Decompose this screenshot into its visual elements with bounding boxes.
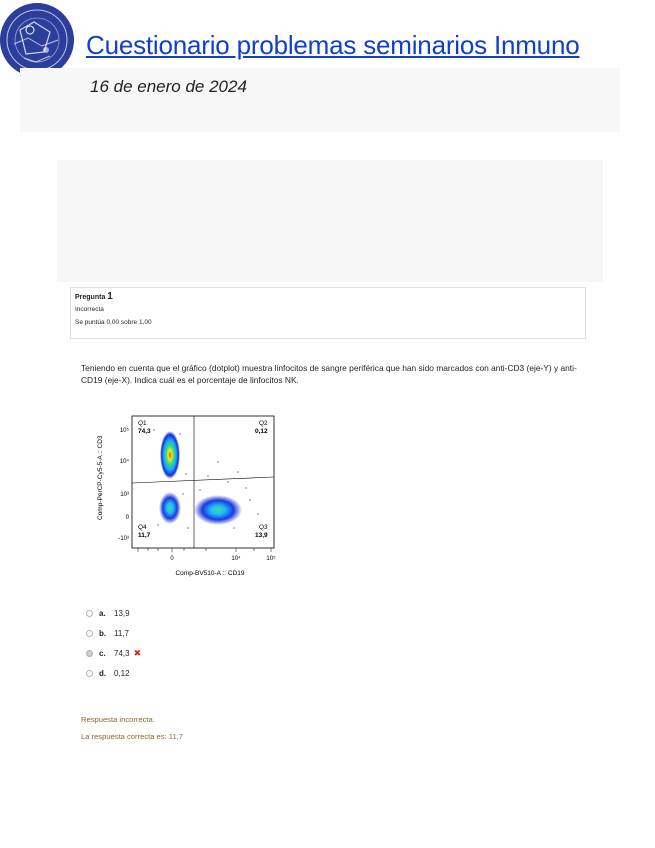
question-state: Incorrecta bbox=[75, 306, 104, 313]
quadrant-q3-value: 13,9 bbox=[255, 532, 268, 539]
question-number-value: 1 bbox=[107, 291, 113, 302]
question-number bbox=[75, 292, 581, 303]
quadrant-q2-name: Q2 bbox=[259, 420, 268, 427]
population-cd3-t-cells bbox=[160, 431, 180, 479]
page-title[interactable]: Cuestionario problemas seminarios Inmuno bbox=[86, 30, 580, 60]
answer-option-a[interactable] bbox=[86, 603, 141, 623]
answer-value: 13,9 bbox=[114, 608, 130, 618]
population-cd19-b-cells bbox=[194, 495, 242, 525]
x-tick-label: 10⁴ bbox=[231, 556, 241, 562]
incorrect-x-icon: ✖ bbox=[133, 647, 142, 658]
dotplot-image bbox=[88, 410, 288, 582]
question-grade: Se puntúa 0,00 sobre 1,00 bbox=[75, 319, 152, 326]
answer-letter: d. bbox=[99, 668, 107, 678]
quadrant-q1-name: Q1 bbox=[138, 420, 147, 427]
radio-button[interactable] bbox=[86, 630, 93, 637]
quadrant-q4-name: Q4 bbox=[138, 524, 147, 531]
answer-option-d[interactable] bbox=[86, 663, 141, 683]
feedback-box bbox=[81, 711, 183, 745]
feedback-result: Respuesta incorrecta. bbox=[81, 715, 155, 724]
answer-letter: a. bbox=[99, 608, 106, 618]
question-number-label: Pregunta bbox=[75, 294, 106, 301]
quadrant-q4-value: 11,7 bbox=[138, 532, 151, 539]
y-tick-label: -10³ bbox=[118, 536, 129, 542]
answer-option-b[interactable] bbox=[86, 623, 141, 643]
y-axis-label: Comp-PerCP-Cy5-5-A :: CD3 bbox=[97, 435, 104, 520]
x-tick-label: 0 bbox=[170, 556, 174, 562]
question-text: Teniendo en cuenta que el gráfico (dotplot) muestra linfocitos de sangre periférica que han sido marcados con anti-CD3 (eje-Y) y anti-CD19 (eje-X). Indica cuál es el porcentaje de linfocitos NK. bbox=[81, 363, 577, 385]
content-placeholder-panel bbox=[57, 160, 603, 282]
quadrant-q2-value: 0,12 bbox=[255, 428, 268, 435]
radio-button[interactable] bbox=[86, 670, 93, 677]
answer-letter: c. bbox=[99, 648, 106, 658]
answer-value: 74,3 bbox=[114, 648, 130, 658]
y-tick-label: 10³ bbox=[120, 492, 129, 498]
population-double-negative bbox=[159, 492, 181, 524]
radio-button[interactable] bbox=[86, 610, 93, 617]
y-tick-label: 10⁴ bbox=[119, 459, 129, 465]
answer-option-c[interactable] bbox=[86, 643, 141, 663]
answer-value: 0,12 bbox=[114, 668, 130, 678]
question-info-box bbox=[70, 287, 586, 339]
y-tick-label: 0 bbox=[125, 515, 129, 521]
feedback-correct-answer: La respuesta correcta es: 11,7 bbox=[81, 732, 184, 741]
y-tick-label: 10⁵ bbox=[119, 428, 129, 434]
quadrant-q3-name: Q3 bbox=[259, 524, 268, 531]
quadrant-q1-value: 74,3 bbox=[138, 428, 151, 435]
answer-letter: b. bbox=[99, 628, 107, 638]
x-axis-label: Comp-BV510-A :: CD19 bbox=[175, 570, 245, 577]
answer-options bbox=[86, 603, 141, 683]
page-date: 16 de enero de 2024 bbox=[90, 77, 247, 96]
radio-button-selected[interactable] bbox=[86, 650, 93, 657]
answer-value: 11,7 bbox=[114, 628, 129, 638]
x-tick-label: 10⁵ bbox=[266, 556, 276, 562]
